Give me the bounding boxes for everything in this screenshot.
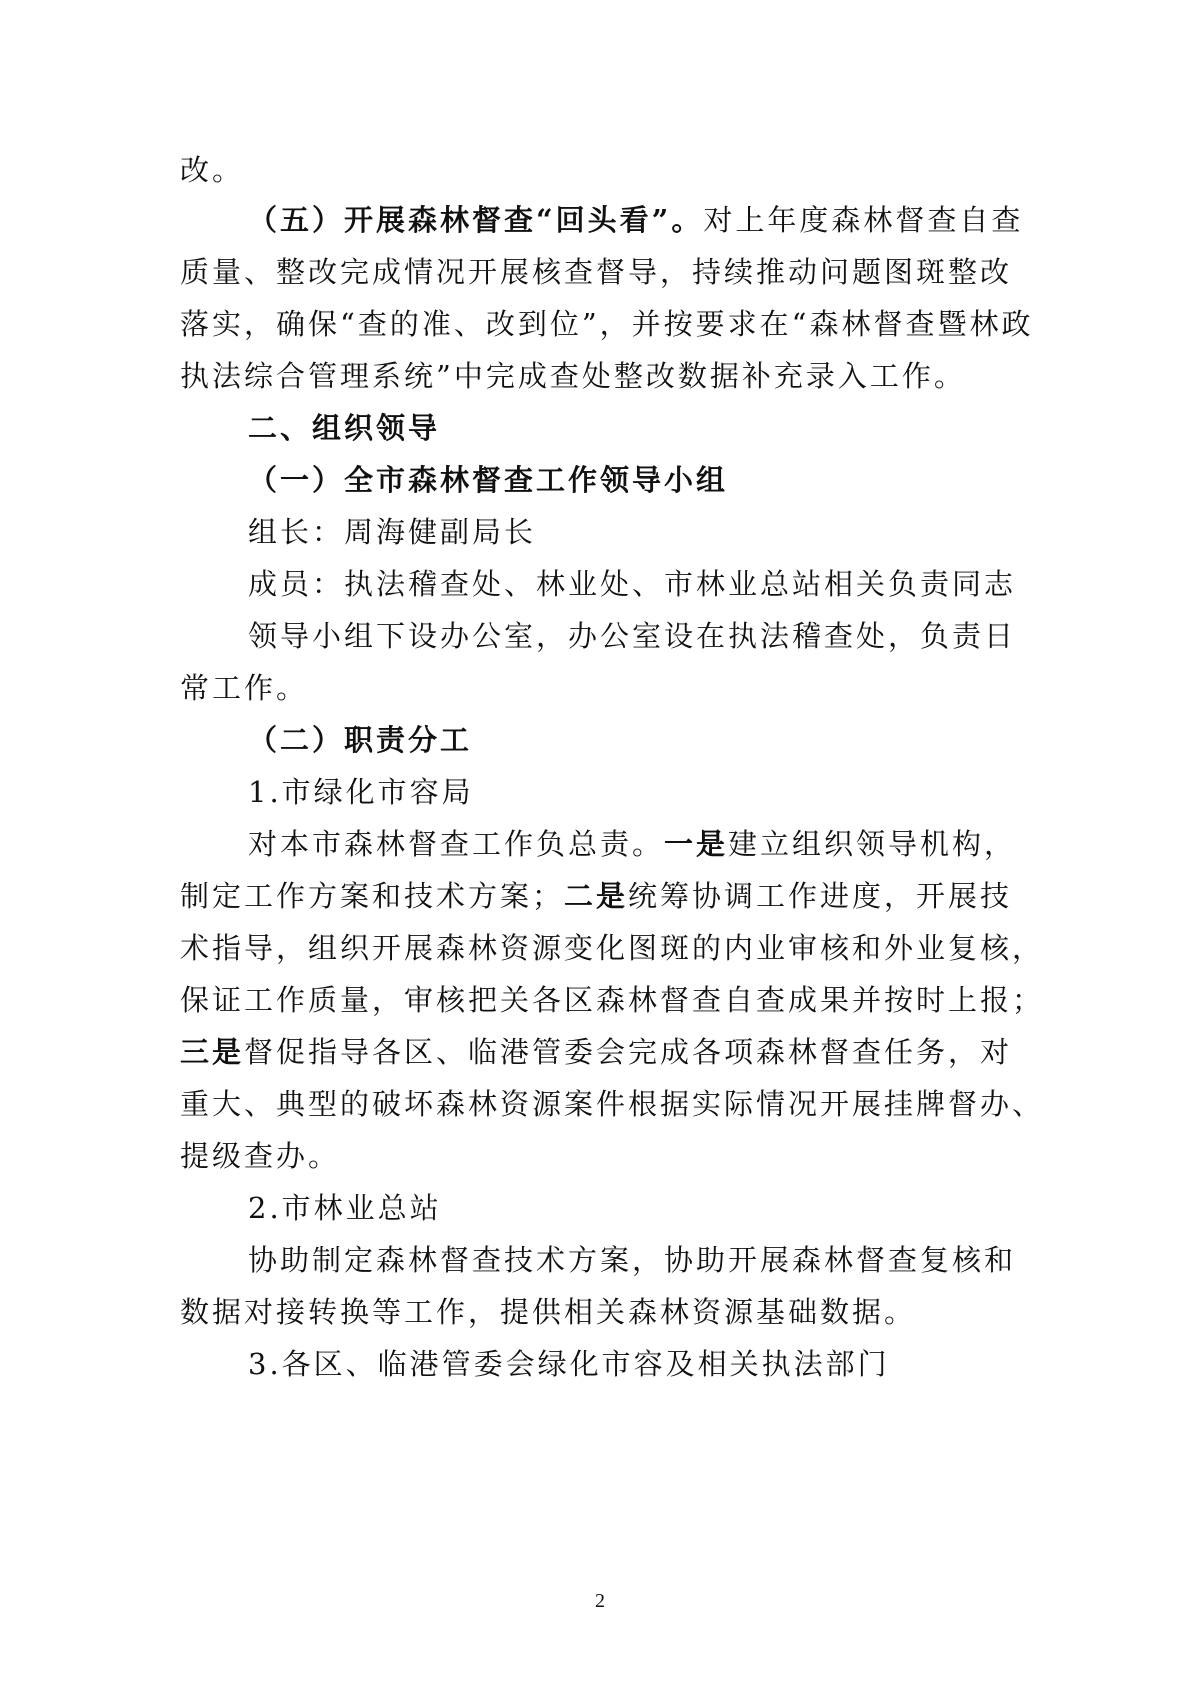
- body-line: [248, 564, 1020, 604]
- body-line: [248, 772, 1020, 812]
- text-segment: 领导小组下设办公室，办公室设在执法稽查处，负责日: [248, 619, 1017, 653]
- text-segment: 保证工作质量，审核把关各区森林督查自查成果并按时上报；: [180, 983, 1045, 1017]
- text-segment: 协助制定森林督查技术方案，协助开展森林督查复核和: [248, 1243, 1017, 1277]
- text-segment: 常工作。: [180, 671, 309, 705]
- body-line: [180, 1032, 1020, 1072]
- text-segment: 1.市绿化市容局: [248, 775, 474, 809]
- body-line: [248, 824, 1020, 864]
- page-number: 2: [595, 1590, 605, 1612]
- text-segment: 质量、整改完成情况开展核查督导，持续推动问题图斑整改: [180, 255, 1013, 289]
- text-segment: 落实，确保“查的准、改到位”，并按要求在“森林督查暨林政: [180, 307, 1034, 341]
- body-line: [180, 1136, 1020, 1176]
- body-line: [180, 1292, 1020, 1332]
- text-segment: 对上年度森林督查自查: [703, 203, 1024, 237]
- text-segment: 督促指导各区、临港管委会完成各项森林督查任务，对: [244, 1035, 1013, 1069]
- body-line: [248, 1240, 1020, 1280]
- body-line: [180, 876, 1020, 916]
- heading-segment: （五）开展森林督查“回头看”。: [248, 203, 704, 237]
- body-line: [248, 1188, 1020, 1228]
- body-line: [180, 1084, 1045, 1124]
- emphasis-segment: 一是: [664, 827, 729, 861]
- text-segment: 数据对接转换等工作，提供相关森林资源基础数据。: [180, 1295, 917, 1329]
- body-line: [248, 616, 1020, 656]
- heading-segment: 二、组织领导: [248, 411, 441, 445]
- body-line: [180, 928, 1045, 968]
- body-line: [180, 304, 1034, 344]
- heading-segment: （二）职责分工: [248, 723, 473, 757]
- text-segment: 组长：周海健副局长: [248, 515, 537, 549]
- text-segment: 统筹协调工作进度，开展技: [628, 879, 1013, 913]
- heading-segment: （一）全市森林督查工作领导小组: [248, 463, 729, 497]
- text-segment: 对本市森林督查工作负总责。: [248, 827, 665, 861]
- text-segment: 改。: [180, 153, 245, 187]
- text-segment: 2.市林业总站: [248, 1191, 442, 1225]
- emphasis-segment: 二是: [564, 879, 629, 913]
- text-segment: 术指导，组织开展森林资源变化图斑的内业审核和外业复核，: [180, 931, 1045, 965]
- section-heading-line: [248, 200, 1024, 240]
- text-segment: 提级查办。: [180, 1139, 341, 1173]
- emphasis-segment: 三是: [180, 1035, 245, 1069]
- body-line: [248, 512, 1020, 552]
- text-segment: 重大、典型的破坏森林资源案件根据实际情况开展挂牌督办、: [180, 1087, 1045, 1121]
- body-line: [180, 356, 1020, 396]
- text-segment: 执法综合管理系统”中完成查处整改数据补充录入工作。: [180, 359, 966, 393]
- text-segment: 成员：执法稽查处、林业处、市林业总站相关负责同志: [248, 567, 1017, 601]
- section-heading: [248, 408, 1020, 448]
- body-line: [180, 980, 1045, 1020]
- text-segment: 建立组织领导机构，: [728, 827, 1017, 861]
- text-segment: 制定工作方案和技术方案；: [180, 879, 565, 913]
- body-line: [180, 150, 1020, 190]
- text-segment: 3.各区、临港管委会绿化市容及相关执法部门: [248, 1347, 890, 1381]
- body-line: [248, 1344, 1020, 1384]
- subsection-heading: [248, 460, 1020, 500]
- body-line: [180, 668, 1020, 708]
- body-line: [180, 252, 1020, 292]
- subsection-heading: [248, 720, 1020, 760]
